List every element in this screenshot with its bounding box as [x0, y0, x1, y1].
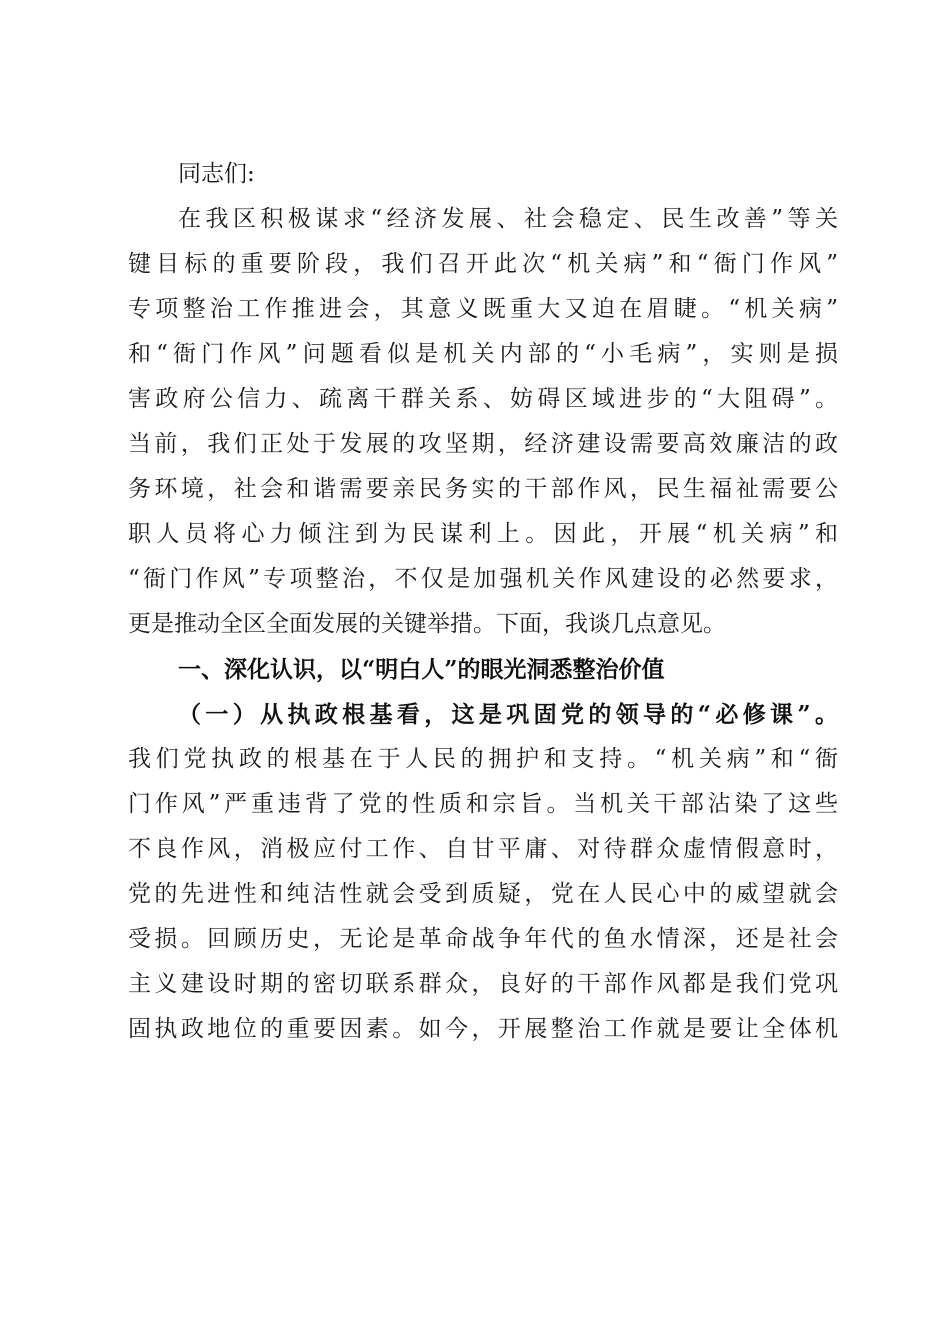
- paragraph-line: 主义建设时期的密切联系群众，良好的干部作风都是我们党巩: [128, 971, 838, 997]
- paragraph-line: 当前，我们正处于发展的攻坚期，经济建设需要高效廉洁的政: [128, 431, 838, 457]
- document-body: [128, 152, 838, 1052]
- paragraph-line: 职人员将心力倾注到为民谋利上。因此，开展“机关病”和: [128, 521, 838, 547]
- paragraph-line: 务环境，社会和谐需要亲民务实的干部作风，民生福祉需要公: [128, 476, 838, 502]
- paragraph-line: 不良作风，消极应付工作、自甘平庸、对待群众虚情假意时，: [128, 836, 838, 862]
- paragraph-line: 专项整治工作推进会，其意义既重大又迫在眉睫。“机关病”: [128, 296, 838, 322]
- paragraph-line: 固执政地位的重要因素。如今，开展整治工作就是要让全体机: [128, 1016, 838, 1042]
- subsection-heading: （一）从执政根基看，这是巩固党的领导的“必修课”。: [178, 701, 838, 728]
- paragraph-line: 键目标的重要阶段，我们召开此次“机关病”和“衙门作风”: [128, 251, 838, 277]
- paragraph-line: 在我区积极谋求“经济发展、社会稳定、民生改善”等关: [178, 206, 838, 232]
- paragraph-line: 门作风”严重违背了党的性质和宗旨。当机关干部沾染了这些: [128, 791, 838, 817]
- paragraph-line: 受损。回顾历史，无论是革命战争年代的鱼水情深，还是社会: [128, 926, 838, 952]
- section-heading: 一、深化认识，以“明白人”的眼光洞悉整治价值: [178, 656, 665, 683]
- paragraph-line: “衙门作风”专项整治，不仅是加强机关作风建设的必然要求，: [128, 566, 838, 592]
- paragraph-line: 更是推动全区全面发展的关键举措。下面，我谈几点意见。: [128, 611, 726, 637]
- greeting: 同志们:: [178, 161, 255, 187]
- paragraph-line: 害政府公信力、疏离干群关系、妨碍区域进步的“大阻碍”。: [128, 386, 838, 412]
- paragraph-line: 党的先进性和纯洁性就会受到质疑，党在人民心中的威望就会: [128, 881, 838, 907]
- paragraph-2: [128, 737, 838, 1052]
- paragraph-line: 和“衙门作风”问题看似是机关内部的“小毛病”，实则是损: [128, 341, 838, 367]
- paragraph-line: 我们党执政的根基在于人民的拥护和支持。“机关病”和“衙: [128, 746, 838, 772]
- paragraph-1: [128, 197, 838, 647]
